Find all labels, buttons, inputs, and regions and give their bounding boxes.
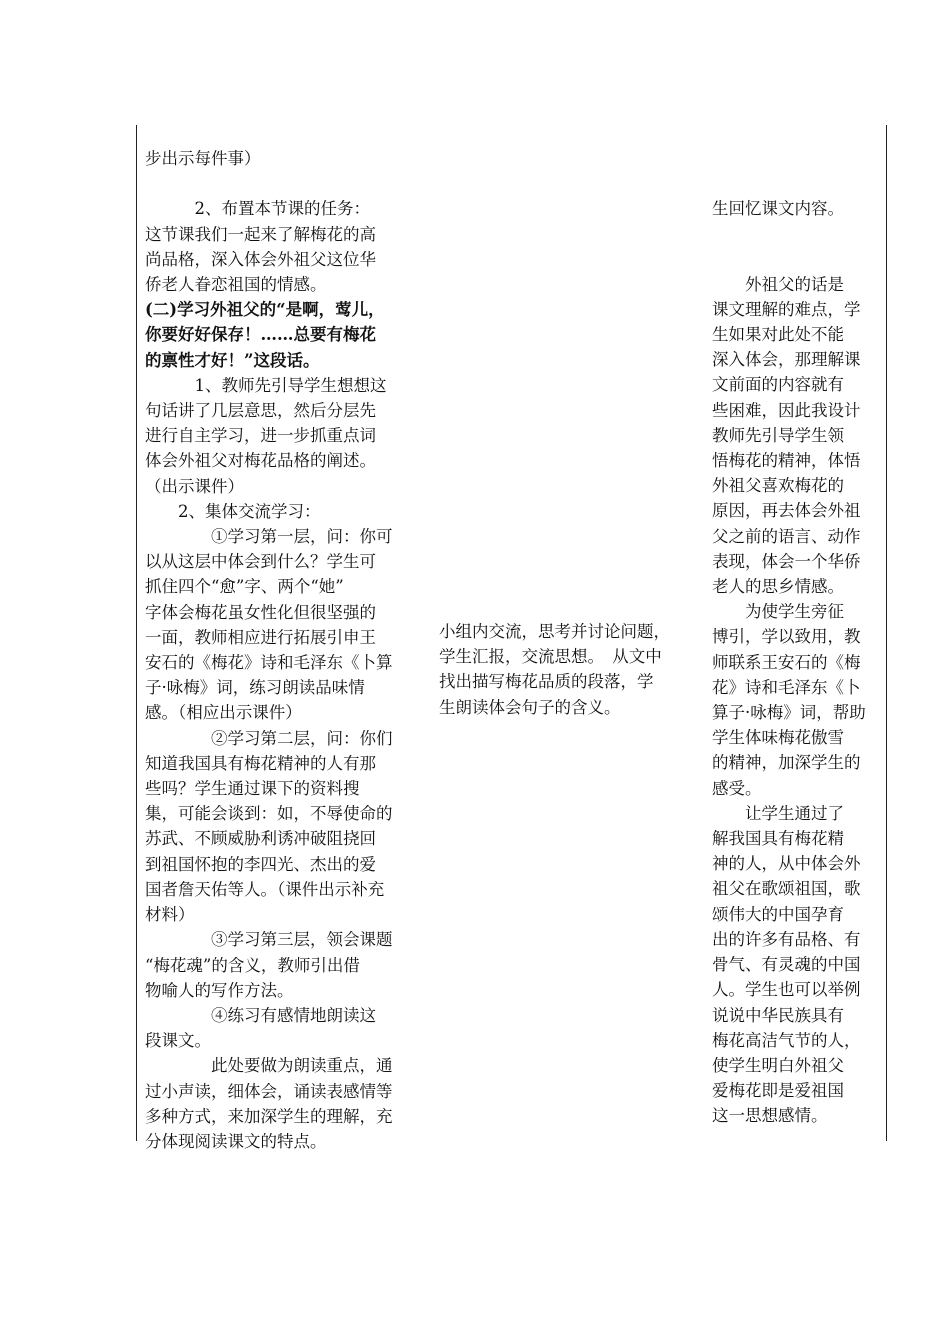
text-line: 使学生明白外祖父 bbox=[712, 1055, 844, 1075]
text-line: 学生体味梅花傲雪 bbox=[712, 728, 844, 748]
right-column-design-intent bbox=[712, 196, 866, 1129]
section-heading: 的禀性才好！”这段话。 bbox=[145, 350, 320, 370]
text-line: 梅花高洁气节的人， bbox=[712, 1030, 861, 1050]
text-line: 骨气、有灵魂的中国 bbox=[712, 955, 861, 975]
text-line: 多种方式，来加深学生的理解，充 bbox=[145, 1106, 393, 1126]
text-line: 此处要做为朗读重点，通 bbox=[145, 1056, 393, 1076]
text-line: 悟梅花的精神，体悟 bbox=[712, 451, 861, 471]
text-line: 物喻人的写作方法。 bbox=[145, 980, 294, 1000]
text-line: 集，可能会谈到：如，不辱使命的 bbox=[145, 804, 393, 824]
text-line: 感。（相应出示课件） bbox=[145, 703, 302, 723]
text-line: 花》诗和毛泽东《卜 bbox=[712, 677, 861, 697]
text-line: 步出示每件事） bbox=[145, 149, 261, 168]
section-heading: (二)学习外祖父的“是啊，莺儿， bbox=[145, 300, 385, 320]
text-line: （出示课件） bbox=[145, 476, 244, 496]
text-line: 知道我国具有梅花精神的人有那 bbox=[145, 753, 376, 773]
text-line: 这节课我们一起来了解梅花的高 bbox=[145, 224, 376, 244]
text-line bbox=[712, 221, 866, 246]
text-line: 出的许多有品格、有 bbox=[712, 929, 861, 949]
text-line: 教师先引导学生领 bbox=[712, 425, 844, 445]
text-line: 神的人，从中体会外 bbox=[712, 854, 861, 874]
text-line: 算子·咏梅》词，帮助 bbox=[712, 703, 866, 723]
text-line: ①学习第一层，问：你可 bbox=[145, 527, 393, 547]
text-line: ③学习第三层，领会课题 bbox=[145, 930, 393, 950]
text-line: 这一思想感情。 bbox=[712, 1106, 828, 1126]
text-line: 深入体会，那理解课 bbox=[712, 350, 861, 370]
text-line: 些吗？学生通过课下的资料搜 bbox=[145, 779, 360, 799]
text-line: 字体会梅花虽女性化但很坚强的 bbox=[145, 602, 376, 622]
text-line: 文前面的内容就有 bbox=[712, 375, 844, 395]
text-line: “梅花魂”的含义，教师引出借 bbox=[145, 955, 360, 975]
text-line: 人。学生也可以举例 bbox=[712, 980, 861, 1000]
table-left-border bbox=[136, 125, 137, 1141]
text-line: 颂伟大的中国孕育 bbox=[712, 904, 844, 924]
text-line: 抓住四个“愈”字、两个“她” bbox=[145, 577, 344, 597]
text-line: 分体现阅读课文的特点。 bbox=[145, 1131, 327, 1151]
text-line: 为使学生旁征 bbox=[712, 602, 844, 622]
text-line: 一面，教师相应进行拓展引申王 bbox=[145, 627, 376, 647]
left-column-teacher-activity bbox=[145, 146, 393, 1154]
text-line: 解我国具有梅花精 bbox=[712, 829, 844, 849]
section-heading: 你要好好保存！……总要有梅花 bbox=[145, 325, 376, 345]
text-line: 到祖国怀抱的李四光、杰出的爱 bbox=[145, 854, 376, 874]
text-line: 材料） bbox=[145, 905, 195, 925]
text-line: 博引，学以致用，教 bbox=[712, 627, 861, 647]
text-line: 生朗读体会句子的含义。 bbox=[439, 697, 621, 717]
text-line bbox=[145, 171, 393, 196]
middle-column-student-activity bbox=[439, 619, 670, 720]
text-line: 段课文。 bbox=[145, 1031, 211, 1051]
text-line: 原因，再去体会外祖 bbox=[712, 501, 861, 521]
text-line: 2、集体交流学习： bbox=[145, 501, 321, 521]
text-line: 苏武、不顾威胁利诱冲破阻挠回 bbox=[145, 829, 376, 849]
text-line: 国者詹天佑等人。（课件出示补充 bbox=[145, 879, 385, 899]
text-line: 些困难，因此我设计 bbox=[712, 400, 861, 420]
text-line: 外祖父的话是 bbox=[712, 274, 844, 294]
text-line: 小组内交流，思考并讨论问题， bbox=[439, 622, 670, 641]
table-right-border bbox=[886, 125, 887, 1141]
text-line: 子·咏梅》词，练习朗读品味情 bbox=[145, 678, 365, 698]
text-line: 侨老人眷恋祖国的情感。 bbox=[145, 275, 327, 295]
text-line: 过小声读，细体会，诵读表感情等 bbox=[145, 1081, 393, 1101]
text-line: 安石的《梅花》诗和毛泽东《卜算 bbox=[145, 653, 393, 673]
text-line: 生如果对此处不能 bbox=[712, 325, 844, 345]
text-line bbox=[712, 246, 866, 271]
text-line: 课文理解的难点，学 bbox=[712, 299, 861, 319]
text-line: 让学生通过了 bbox=[712, 803, 844, 823]
text-line: 的精神，加深学生的 bbox=[712, 753, 861, 773]
text-line: 尚品格，深入体会外祖父这位华 bbox=[145, 249, 376, 269]
text-line: 祖父在歌颂祖国，歌 bbox=[712, 879, 861, 899]
text-line: 表现，体会一个华侨 bbox=[712, 551, 861, 571]
text-line: 老人的思乡情感。 bbox=[712, 577, 844, 597]
text-line: 外祖父喜欢梅花的 bbox=[712, 476, 844, 496]
text-line: ④练习有感情地朗读这 bbox=[145, 1005, 376, 1025]
text-line: 2、布置本节课的任务： bbox=[145, 199, 370, 219]
text-line: 找出描写梅花品质的段落，学 bbox=[439, 672, 654, 692]
text-line: 父之前的语言、动作 bbox=[712, 526, 861, 546]
text-line: 师联系王安石的《梅 bbox=[712, 652, 861, 672]
text-line: 进行自主学习，进一步抓重点词 bbox=[145, 426, 376, 446]
text-line: 说说中华民族具有 bbox=[712, 1005, 844, 1025]
text-line: 体会外祖父对梅花品格的阐述。 bbox=[145, 451, 376, 471]
text-line: 1、教师先引导学生想想这 bbox=[145, 375, 387, 395]
text-line: 感受。 bbox=[712, 778, 762, 798]
text-line: 生回忆课文内容。 bbox=[712, 199, 844, 218]
text-line: 以从这层中体会到什么？学生可 bbox=[145, 552, 376, 572]
text-line: 爱梅花即是爱祖国 bbox=[712, 1081, 844, 1101]
text-line: 学生汇报，交流思想。 从文中 bbox=[439, 647, 662, 667]
text-line: ②学习第二层，问：你们 bbox=[145, 728, 393, 748]
text-line: 句话讲了几层意思，然后分层先 bbox=[145, 401, 376, 421]
